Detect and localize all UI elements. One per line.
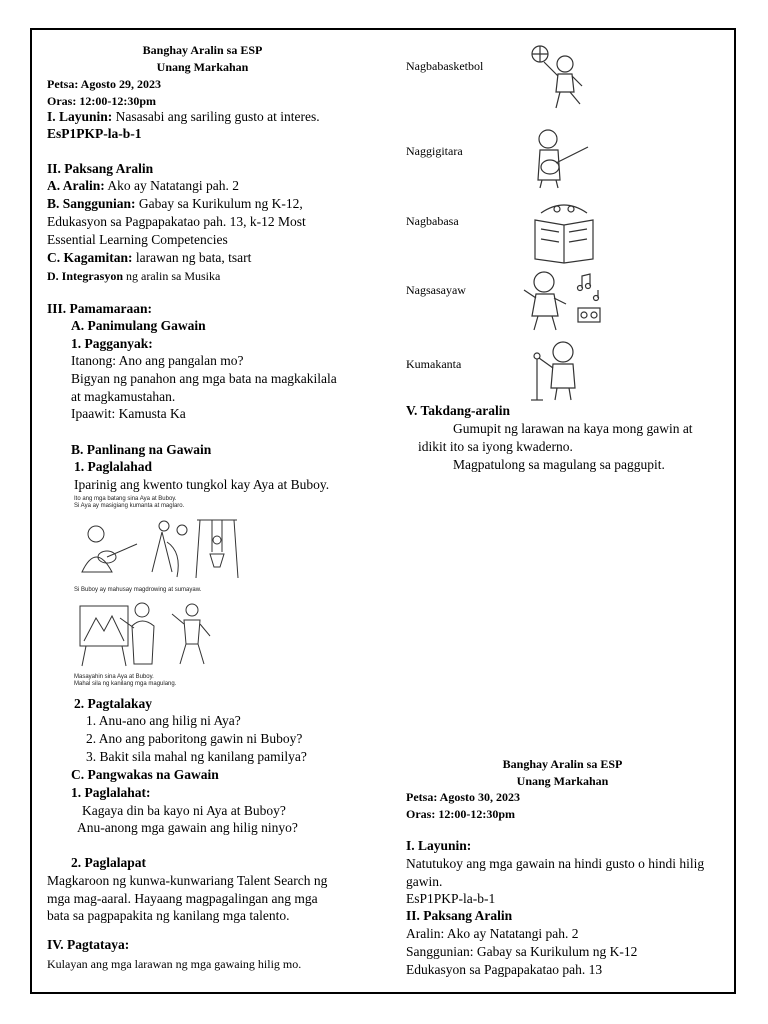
plan2-date: Petsa: Agosto 30, 2023 [406, 790, 520, 804]
story-caption: Ito ang mga batang sina Aya at Buboy. [74, 496, 177, 502]
plan1-sanggunian: B. Sanggunian: Gabay sa Kurikulum ng K-12, [47, 196, 303, 211]
activity-label: Nagbabasa [406, 214, 459, 228]
plan1-pamamaraan-heading: III. Pamamaraan: [47, 301, 152, 316]
plan1-date: Petsa: Agosto 29, 2023 [47, 77, 161, 91]
activity-label: Naggigitara [406, 144, 463, 158]
pagganyak-heading: 1. Pagganyak: [71, 336, 153, 351]
paglalahat-heading: 1. Paglalahat: [71, 785, 151, 800]
plan2-layunin-heading: I. Layunin: [406, 838, 472, 853]
pangwakas-heading: C. Pangwakas na Gawain [71, 767, 219, 782]
activity-label: Nagsasayaw [406, 283, 466, 297]
story-caption: Masayahin sina Aya at Buboy. [74, 674, 154, 680]
pagtalakay-question: 2. Ano ang paboritong gawin ni Buboy? [86, 731, 303, 746]
plan1-time: Oras: 12:00-12:30pm [47, 94, 156, 108]
plan2-quarter: Unang Markahan [516, 774, 609, 788]
plan2-code: EsP1PKP-la-b-1 [406, 891, 496, 906]
buboy-drawing-dancing-image [72, 596, 242, 668]
takdang-line: Gumupit ng larawan na kaya mong gawin at [453, 421, 693, 436]
takdang-line: Magpatulong sa magulang sa paggupit. [453, 457, 665, 472]
guitar-icon [528, 125, 598, 190]
plan2-layunin-line: Natutukoy ang mga gawain na hindi gusto o hindi hilig [406, 856, 705, 871]
panimula-heading: A. Panimulang Gawain [71, 318, 206, 333]
story-caption: Si Aya ay masigiang kumanta at maglaro. [74, 503, 185, 509]
plan1-code: EsP1PKP-la-b-1 [47, 126, 142, 141]
plan1-sanggunian-line3: Essential Learning Competencies [47, 232, 228, 247]
story-caption: Mahal sila ng kanilang mga magulang. [74, 681, 177, 687]
pagganyak-line: Bigyan ng panahon ang mga bata na magkakilala [71, 371, 337, 386]
plan1-kagamitan: C. Kagamitan: larawan ng bata, tsart [47, 250, 252, 265]
microphone-icon [523, 338, 603, 403]
paglalahat-line: Kagaya din ba kayo ni Aya at Buboy? [82, 803, 286, 818]
panlinang-heading: B. Panlinang na Gawain [71, 442, 212, 457]
plan2-sanggunian: Sanggunian: Gabay sa Kurikulum ng K-12 [406, 944, 638, 959]
plan1-layunin: I. Layunin: Nasasabi ang sariling gusto at interes. [47, 109, 320, 124]
activity-label: Kumakanta [406, 357, 462, 371]
pagtataya-heading: IV. Pagtataya: [47, 937, 130, 952]
plan2-sanggunian-line2: Edukasyon sa Pagpapakatao pah. 13 [406, 962, 603, 977]
plan1-paksa-heading: II. Paksang Aralin [47, 161, 154, 176]
pagtataya-text: Kulayan ang mga larawan ng mga gawaing hilig mo. [47, 957, 302, 971]
pagganyak-line: at magkamustahan. [71, 389, 176, 404]
plan1-integrasyon: D. Integrasyon ng aralin sa Musika [47, 269, 221, 283]
plan2-aralin: Aralin: Ako ay Natatangi pah. 2 [406, 926, 579, 941]
paglalahad-heading: 1. Paglalahad [74, 459, 153, 474]
activity-label: Nagbabasketbol [406, 59, 484, 73]
pagganyak-line: Ipaawit: Kamusta Ka [71, 406, 186, 421]
paglalapat-heading: 2. Paglalapat [71, 855, 147, 870]
plan2-paksa-heading: II. Paksang Aralin [406, 908, 513, 923]
takdang-line: idikit ito sa iyong kwaderno. [418, 439, 573, 454]
plan1-aralin: A. Aralin: Ako ay Natatangi pah. 2 [47, 178, 239, 193]
story-illustration [72, 494, 242, 694]
basketball-icon [520, 42, 605, 112]
story-caption: Si Buboy ay mahusay magdrowing at sumayaw. [74, 587, 202, 593]
pagganyak-line: Itanong: Ano ang pangalan mo? [71, 353, 244, 368]
takdang-heading: V. Takdang-aralin [406, 403, 511, 418]
pagtalakay-question: 1. Anu-ano ang hilig ni Aya? [86, 713, 241, 728]
dance-icon [520, 268, 610, 334]
aya-guitar-playground-image [72, 512, 242, 582]
paglalahad-text: Iparinig ang kwento tungkol kay Aya at Buboy. [74, 477, 330, 492]
plan1-sanggunian-line2: Edukasyon sa Pagpapakatao pah. 13, k-12 Most [47, 214, 306, 229]
paglalahat-line: Anu-anong mga gawain ang hilig ninyo? [77, 820, 298, 835]
pagtalakay-question: 3. Bakit sila mahal ng kanilang pamilya? [86, 749, 307, 764]
paglalapat-line: mga mag-aaral. Hayaang magpagalingan ang mga [47, 891, 318, 906]
plan1-quarter: Unang Markahan [156, 60, 249, 74]
pagtalakay-heading: 2. Pagtalakay [74, 696, 153, 711]
plan1-title: Banghay Aralin sa ESP [142, 43, 263, 57]
book-icon [527, 195, 602, 265]
plan2-title: Banghay Aralin sa ESP [502, 757, 623, 771]
plan2-time: Oras: 12:00-12:30pm [406, 807, 515, 821]
paglalapat-line: Magkaroon ng kunwa-kunwariang Talent Search ng [47, 873, 328, 888]
paglalapat-line: bata sa pagpapakita ng kanilang mga talento. [47, 908, 290, 923]
plan2-layunin-line: gawin. [406, 874, 443, 889]
